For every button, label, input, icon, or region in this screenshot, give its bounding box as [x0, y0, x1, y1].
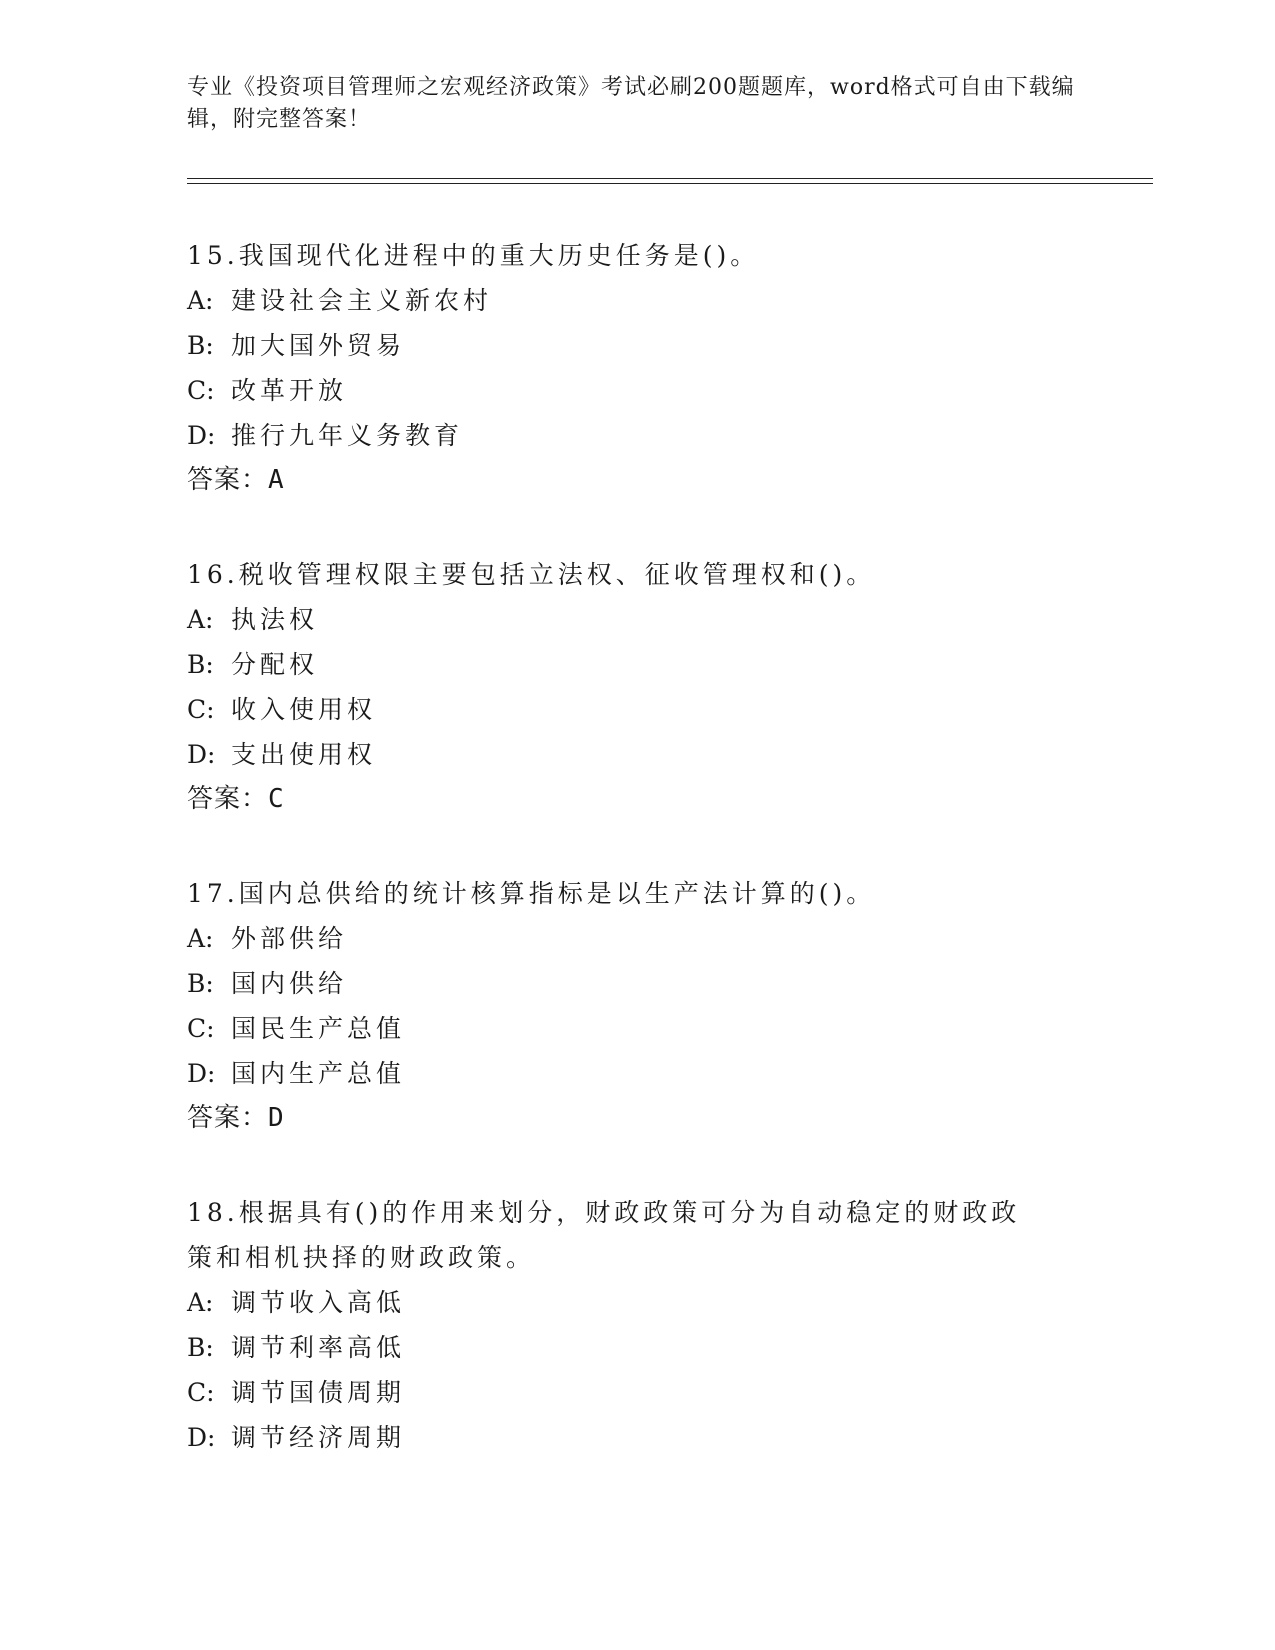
option-key: A:: [187, 286, 214, 315]
option-key: C:: [187, 376, 215, 405]
answer-value: A: [268, 465, 285, 495]
option-d: [187, 732, 1087, 777]
question-stem: 18.根据具有()的作用来划分，财政政策可分为自动稳定的财政政策和相机抉择的财政政策。: [187, 1198, 1021, 1272]
answer-value: C: [268, 784, 285, 814]
option-text: 外部供给: [231, 924, 348, 953]
option-key: D:: [187, 740, 216, 769]
option-c: [187, 1006, 1087, 1051]
option-b: [187, 1325, 1087, 1370]
option-a: [187, 1280, 1087, 1325]
option-text: 收入使用权: [231, 695, 377, 724]
option-b: [187, 323, 1087, 368]
answer-label: 答案：: [187, 465, 269, 495]
option-key: C:: [187, 695, 215, 724]
option-d: [187, 1051, 1087, 1096]
option-key: B:: [187, 1333, 214, 1362]
answer-label: 答案：: [187, 784, 269, 814]
question-block: [187, 233, 1087, 503]
question-stem: 16.税收管理权限主要包括立法权、征收管理权和()。: [187, 560, 876, 589]
option-key: B:: [187, 969, 214, 998]
question-stem: 15.我国现代化进程中的重大历史任务是()。: [187, 241, 760, 270]
document-header: 专业《投资项目管理师之宏观经济政策》考试必刷200题题库，word格式可自由下载编辑，附完整答案！: [187, 75, 1075, 132]
question-block: [187, 552, 1087, 822]
question-stem: 17.国内总供给的统计核算指标是以生产法计算的()。: [187, 879, 876, 908]
option-text: 国内生产总值: [231, 1059, 406, 1088]
option-key: B:: [187, 650, 214, 679]
option-d: [187, 1415, 1087, 1460]
header-divider-top: [187, 178, 1153, 179]
option-text: 改革开放: [231, 376, 348, 405]
option-key: A:: [187, 605, 214, 634]
option-key: D:: [187, 1423, 216, 1452]
option-c: [187, 368, 1087, 413]
option-text: 国民生产总值: [231, 1014, 406, 1043]
option-c: [187, 687, 1087, 732]
option-a: [187, 597, 1087, 642]
option-text: 调节国债周期: [231, 1378, 406, 1407]
option-text: 分配权: [231, 650, 319, 679]
option-a: [187, 916, 1087, 961]
option-text: 建设社会主义新农村: [231, 286, 493, 315]
option-text: 加大国外贸易: [231, 331, 406, 360]
option-a: [187, 278, 1087, 323]
option-c: [187, 1370, 1087, 1415]
header-divider-bottom: [187, 183, 1153, 184]
option-key: C:: [187, 1378, 215, 1407]
answer-line: [187, 777, 1087, 822]
option-key: A:: [187, 924, 214, 953]
option-key: D:: [187, 1059, 216, 1088]
option-text: 推行九年义务教育: [231, 421, 464, 450]
option-text: 执法权: [231, 605, 319, 634]
option-text: 调节收入高低: [231, 1288, 406, 1317]
answer-label: 答案：: [187, 1103, 269, 1133]
option-key: A:: [187, 1288, 214, 1317]
option-key: C:: [187, 1014, 215, 1043]
option-text: 国内供给: [231, 969, 348, 998]
answer-line: [187, 458, 1087, 503]
question-block: [187, 1190, 1087, 1460]
answer-value: D: [268, 1103, 285, 1133]
answer-line: [187, 1096, 1087, 1141]
option-d: [187, 413, 1087, 458]
option-text: 支出使用权: [231, 740, 377, 769]
option-text: 调节利率高低: [231, 1333, 406, 1362]
option-key: B:: [187, 331, 214, 360]
option-text: 调节经济周期: [231, 1423, 406, 1452]
option-key: D:: [187, 421, 216, 450]
option-b: [187, 642, 1087, 687]
option-b: [187, 961, 1087, 1006]
question-block: [187, 871, 1087, 1141]
